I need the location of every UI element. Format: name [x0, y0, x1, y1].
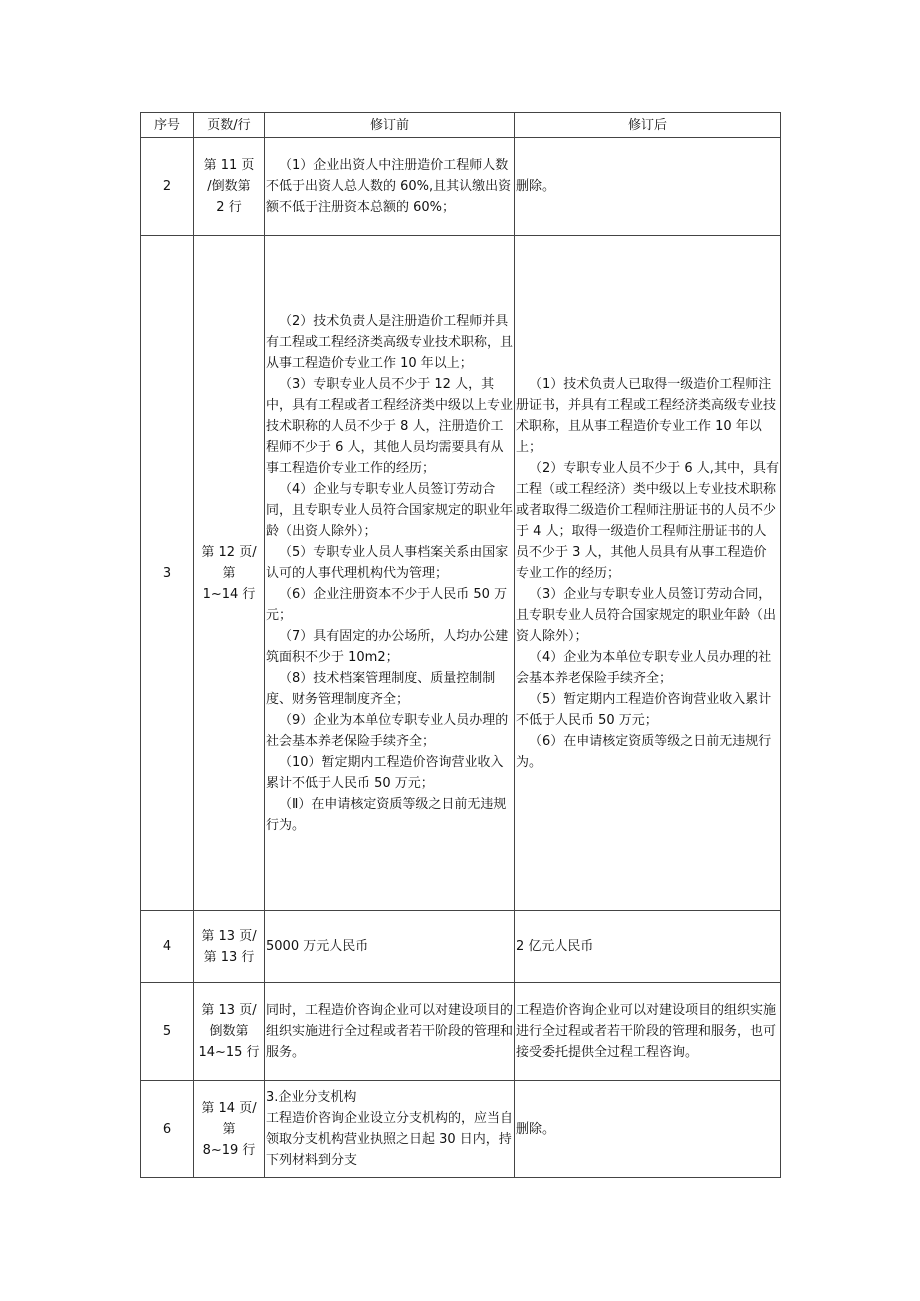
- after-paragraph: 删除。: [516, 179, 556, 194]
- table-row: [141, 911, 781, 983]
- page-line-text: 第 12 页/: [201, 544, 257, 560]
- header-after: 修订后: [515, 113, 781, 138]
- header-row: [141, 113, 781, 138]
- page-line-text: 第 14 页/: [201, 1100, 257, 1116]
- page-line-text: 第 13 页/: [201, 928, 257, 944]
- table-row: [141, 138, 781, 236]
- row-number: 2: [141, 138, 194, 236]
- after-cell: [515, 1081, 781, 1178]
- before-paragraph: （4）企业与专职专业人员签订劳动合同，且专职专业人员符合国家规定的职业年龄（出资人除外）；: [266, 481, 514, 539]
- row-number: 5: [141, 983, 194, 1081]
- before-paragraph: （9）企业为本单位专职专业人员办理的社会基本养老保险手续齐全；: [266, 712, 509, 749]
- page-line-text: /倒数第: [207, 179, 251, 194]
- after-paragraph: （3）企业与专职专业人员签订劳动合同，且专职专业人员符合国家规定的职业年龄（出资人除外）；: [516, 586, 777, 644]
- after-paragraph: （4）企业为本单位专职专业人员办理的社会基本养老保险手续齐全；: [516, 649, 772, 686]
- before-paragraph: 5000 万元人民币: [266, 939, 369, 954]
- before-paragraph: （5）专职专业人员人事档案关系由国家认可的人事代理机构代为管理；: [266, 544, 509, 581]
- before-cell: [265, 983, 515, 1081]
- header-page-line: 页数/行: [194, 113, 265, 138]
- before-paragraph: 3.企业分支机构: [266, 1090, 357, 1105]
- page-line-text: 倒数第: [209, 1024, 249, 1039]
- after-paragraph: （2）专职专业人员不少于 6 人,其中，具有工程（或工程经济）类中级以上专业技术职称或者取得二级造价工程师注册证书的人员不少于 4 人；取得一级造价工程师注册证书的人员不少于 3 人，其他人员具有从事工程造价专业工作的经历；: [516, 460, 779, 581]
- page-line-cell: [194, 1081, 265, 1178]
- page-line-text: 第: [222, 1121, 236, 1137]
- header-before: 修订前: [265, 113, 515, 138]
- after-cell: [515, 236, 781, 911]
- before-paragraph: （6）企业注册资本不少于人民币 50 万元；: [266, 586, 508, 623]
- after-cell: [515, 138, 781, 236]
- page-line-text: 2 行: [216, 200, 242, 215]
- row-number: 3: [141, 236, 194, 911]
- before-paragraph: （3）专职专业人员不少于 12 人，其中，具有工程或者工程经济类中级以上专业技术职称的人员不少于 8 人，注册造价工程师不少于 6 人，其他人员均需要具有从事工程造价专业工作的经历；: [266, 376, 514, 476]
- page-line-text: 第 13 行: [203, 949, 255, 965]
- before-paragraph: （8）技术档案管理制度、质量控制制度、财务管理制度齐全；: [266, 670, 496, 707]
- before-paragraph: （2）技术负责人是注册造价工程师并具有工程或工程经济类高级专业技术职称，且从事工程造价专业工作 10 年以上；: [266, 313, 514, 371]
- before-paragraph: （10）暂定期内工程造价咨询营业收入累计不低于人民币 50 万元；: [266, 754, 504, 791]
- after-cell: [515, 911, 781, 983]
- after-paragraph: （1）技术负责人已取得一级造价工程师注册证书，并具有工程或工程经济类高级专业技术职称，且从事工程造价专业工作 10 年以上；: [516, 376, 777, 455]
- before-cell: [265, 1081, 515, 1178]
- page-line-text: 第: [222, 565, 236, 581]
- page-line-cell: [194, 911, 265, 983]
- after-paragraph: 2 亿元人民币: [516, 939, 594, 954]
- table-row: [141, 236, 781, 911]
- after-cell: [515, 983, 781, 1081]
- after-paragraph: （5）暂定期内工程造价咨询营业收入累计不低于人民币 50 万元；: [516, 691, 772, 728]
- row-number: 4: [141, 911, 194, 983]
- after-paragraph: 工程造价咨询企业可以对建设项目的组织实施进行全过程或者若干阶段的管理和服务，也可接受委托提供全过程工程咨询。: [516, 1003, 777, 1060]
- before-paragraph: （Ⅱ）在申请核定资质等级之日前无违规行为。: [266, 796, 507, 833]
- after-paragraph: 删除。: [516, 1121, 556, 1137]
- before-paragraph: （7）具有固定的办公场所，人均办公建筑面积不少于 10m2；: [266, 628, 509, 665]
- page-line-text: 第 13 页/: [201, 1003, 257, 1018]
- before-cell: [265, 236, 515, 911]
- before-cell: [265, 911, 515, 983]
- row-number: 6: [141, 1081, 194, 1178]
- before-cell: [265, 138, 515, 236]
- page-line-text: 8~19 行: [202, 1142, 256, 1158]
- header-seq: 序号: [141, 113, 194, 138]
- page-line-text: 1~14 行: [202, 586, 256, 602]
- table-row: [141, 983, 781, 1081]
- revision-table: [140, 112, 781, 1178]
- before-paragraph: （1）企业出资人中注册造价工程师人数不低于出资人总人数的 60%,且其认缴出资额不低于注册资本总额的 60%；: [266, 158, 512, 215]
- page-line-cell: [194, 983, 265, 1081]
- before-paragraph: 同时，工程造价咨询企业可以对建设项目的组织实施进行全过程或者若干阶段的管理和服务。: [266, 1003, 514, 1060]
- table-row: [141, 1081, 781, 1178]
- before-paragraph: 工程造价咨询企业设立分支机构的，应当自领取分支机构营业执照之日起 30 日内，持下列材料到分支: [266, 1111, 514, 1168]
- page-line-text: 14~15 行: [198, 1045, 260, 1060]
- page-line-text: 第 11 页: [203, 158, 255, 173]
- page-line-cell: [194, 138, 265, 236]
- page-line-cell: [194, 236, 265, 911]
- after-paragraph: （6）在申请核定资质等级之日前无违规行为。: [516, 733, 772, 770]
